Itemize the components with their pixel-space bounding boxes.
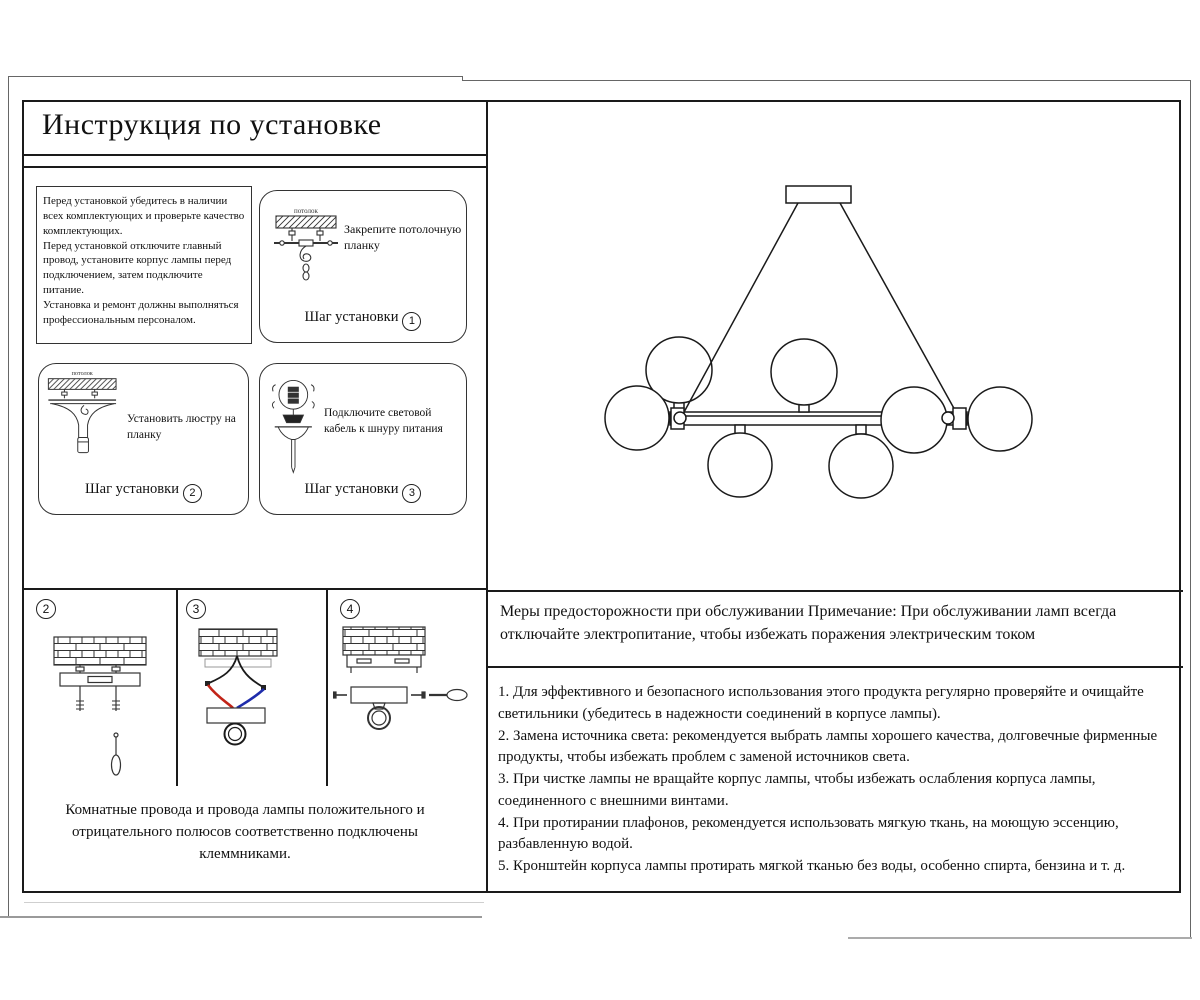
care-item: 2. Замена источника света: рекомендуется выбрать лампы хорошего качества, долговечные фирменные продукты, чтобы избежать проблем с заменой источников света. — [498, 727, 1158, 766]
care-item: 5. Кронштейн корпуса лампы протирать мягкой тканью без воды, особенно спирта, бензина и т. д. — [498, 858, 1126, 874]
step-label: Шаг установки — [85, 481, 179, 497]
panel-divider-1 — [176, 588, 178, 786]
intro-line: Перед установкой убедитесь в наличии всех комплектующих и проверьте качество комплектующих. — [43, 195, 245, 237]
care-list — [498, 682, 1178, 878]
outer-frame-top-right — [462, 80, 1191, 81]
panel-2-diagram-wall-bolts — [40, 615, 170, 787]
scan-shadow-line — [24, 902, 484, 903]
panels-top-line — [22, 588, 488, 590]
blue-wire — [237, 689, 264, 708]
ceiling-canopy — [786, 186, 851, 203]
globe-bottom-left — [708, 433, 772, 497]
wire-connection-icon — [268, 374, 322, 478]
step-number-badge: 3 — [402, 484, 421, 503]
outer-frame-top-left — [8, 76, 463, 77]
outer-frame-bottom-left — [0, 916, 482, 918]
step-label: Шаг установки — [304, 481, 399, 497]
canopy-mount-icon — [43, 368, 125, 482]
outer-frame-right — [1190, 80, 1191, 938]
step-footer — [39, 481, 248, 503]
intro-line: Установка и ремонт должны выполняться профессиональным персоналом. — [43, 298, 239, 326]
suspension-wire-right — [840, 203, 956, 412]
globe-far-left — [605, 386, 669, 450]
wiring-note: Комнатные провода и провода лампы положительного и отрицательного полюсов соответственно подключены клеммниками. — [65, 802, 425, 862]
step-box-3 — [259, 363, 467, 515]
care-item: 1. Для эффективного и безопасного использования этого продукта регулярно проверяйте и очищайте светильники (убедитесь в надежности соединений в корпусе лампы). — [498, 684, 1144, 722]
title-underline-2 — [22, 166, 488, 168]
page-title: Инструкция по установке — [42, 108, 382, 141]
step-number-badge: 1 — [402, 312, 421, 331]
globe-top-center — [771, 339, 837, 405]
ceiling-label: потолок — [71, 370, 93, 378]
step-box-2 — [38, 363, 249, 515]
precautions-top-line — [486, 590, 1183, 592]
outer-frame-left — [8, 76, 9, 918]
step-caption: Установить люстру на планку — [127, 413, 236, 441]
panel-number-badge: 3 — [186, 599, 206, 619]
step-box-1 — [259, 190, 467, 343]
precautions-bottom-line — [486, 666, 1183, 668]
step-caption: Закрепите потолочную планку — [344, 222, 462, 253]
globe-right — [881, 387, 947, 453]
step-caption: Подключите световой кабель к шнуру питания — [324, 407, 443, 435]
step-footer — [260, 309, 466, 331]
step-footer — [260, 481, 466, 503]
intro-warning-box — [36, 186, 252, 344]
intro-line: Перед установкой отключите главный провод, установите корпус лампы перед подключением, затем подключите питание. — [43, 239, 232, 297]
panel-3-diagram-wiring — [183, 615, 323, 787]
globe-far-right — [968, 387, 1032, 451]
globe-bottom-right — [829, 434, 893, 498]
care-item: 4. При протирании плафонов, рекомендуется использовать мягкую ткань, на моющую эссенцию, разбавленную водой. — [498, 814, 1119, 853]
ceiling-label: потолок — [294, 207, 318, 215]
panel-4-diagram-canopy — [333, 615, 485, 787]
panel-number-badge: 4 — [340, 599, 360, 619]
step-number-badge: 2 — [183, 484, 202, 503]
precautions-text: Меры предосторожности при обслуживании Примечание: При обслуживании ламп всегда отключайте электропитание, чтобы избежать поражения электрическим током — [500, 603, 1117, 644]
care-item: 3. При чистке лампы не вращайте корпус лампы, чтобы избежать ослабления корпуса лампы, соединенного с внешними винтами. — [498, 771, 1096, 809]
chandelier-drawing — [490, 105, 1183, 585]
outer-frame-bottom-right — [848, 937, 1192, 939]
title-underline-1 — [22, 154, 488, 156]
panel-divider-2 — [326, 588, 328, 786]
column-divider — [486, 100, 488, 893]
step-label: Шаг установки — [304, 309, 399, 325]
panel-number-badge: 2 — [36, 599, 56, 619]
red-wire — [208, 685, 233, 708]
ceiling-bracket-icon — [270, 205, 342, 297]
